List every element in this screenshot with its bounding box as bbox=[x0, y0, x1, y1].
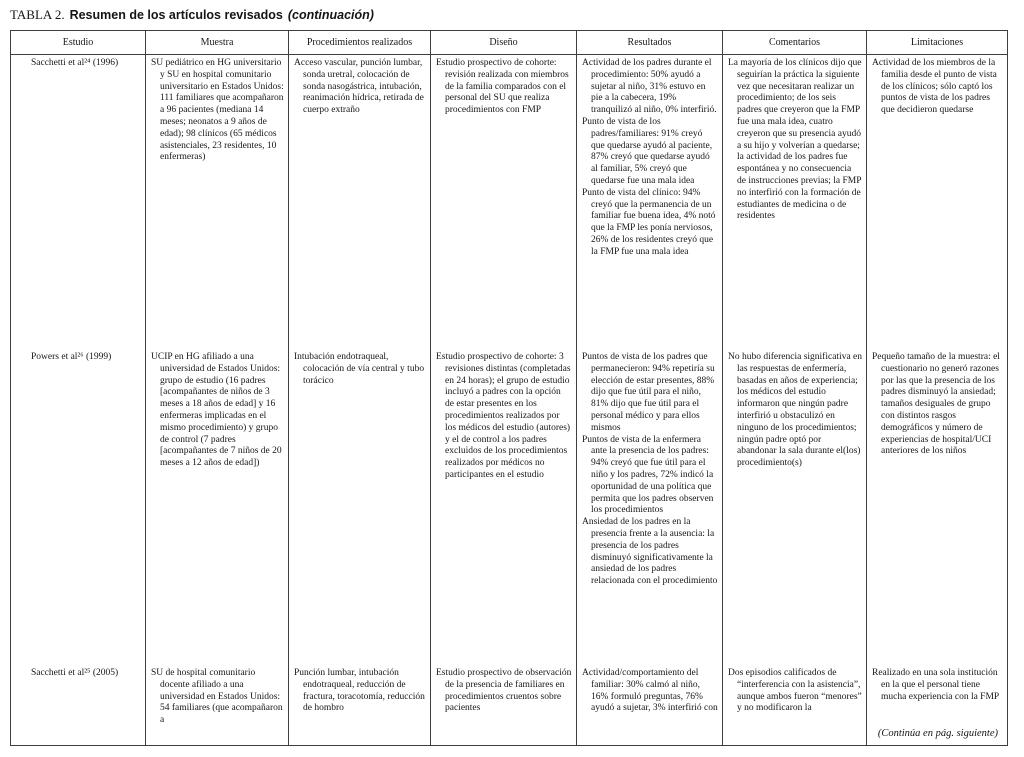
column-header-resultados: Resultados bbox=[577, 31, 723, 55]
cell-r3-diseno: Estudio prospectivo de observación de la presencia de familiares en procedimientos cruentos sobre pacientes bbox=[431, 665, 577, 745]
cell-r2-limitaciones: Pequeño tamaño de la muestra: el cuestionario no generó razones por las que la presencia de los padres disminuyó la ansiedad; tamaños desiguales de grupo con distintos rasgos demográficos y número de experiencias de hospital/UCI anteriores de los niños bbox=[872, 352, 1000, 457]
cell-r1-diseno: Estudio prospectivo de cohorte: revisión realizada con miembros de la familia comparados con el personal del SU que realiza procedimientos con FMP bbox=[431, 55, 577, 349]
cell-r2-estudio: Powers et al²⁶ (1999) bbox=[11, 349, 146, 665]
cell-r1-limitaciones: Actividad de los miembros de la familia desde el punto de vista de los clínicos; sólo captó los puntos de vista de los padres que decidieron quedarse bbox=[872, 58, 997, 116]
cell-r3-procedimientos: Punción lumbar, intubación endotraqueal, reducción de fractura, toracotomía, reducción de hombro bbox=[289, 665, 431, 745]
cell-r2-resultados: Puntos de vista de los padres que permanecieron: 94% repetiría su elección de estar presentes, 88% dijo que fue útil para el niño, 81% dijo que fue útil para el personal médico y para ellos mismos Puntos de vista de la enfermera ante la presencia de los padres: 94% creyó que fue útil para el niño y los padres, 72% indicó la oportunidad de una política que permita que los padres observen los procedimientos Ansiedad de los padres en la presencia frente a la ausencia: la presencia de los padres disminuyó significativamente la ansiedad de los padres relacionada con el procedimiento bbox=[577, 349, 723, 665]
column-header-comentarios: Comentarios bbox=[723, 31, 867, 55]
column-header-limitaciones: Limitaciones bbox=[867, 31, 1007, 55]
cell-r2-comentarios: No hubo diferencia significativa en las respuestas de enfermería, basadas en años de experiencia; los médicos del estudio informaron que ningún padre interfirió u obstaculizó en ninguno de los procedimientos; ningún padre optó por abandonar la sala durante el(los) procedimiento(s) bbox=[723, 349, 867, 665]
summary-table bbox=[10, 30, 1008, 746]
cell-r2-procedimientos: Intubación endotraqueal, colocación de vía central y tubo torácico bbox=[289, 349, 431, 665]
table-continuation-label: (continuación) bbox=[287, 8, 374, 22]
cell-r3-estudio: Sacchetti et al²⁵ (2005) bbox=[11, 665, 146, 745]
cell-r1-resultados: Actividad de los padres durante el procedimiento: 50% ayudó a sujetar al niño, 31% estuvo en pie a la cabecera, 19% tranquilizó al niño, 0% interfirió. Punto de vista de los padres/familiares: 91% creyó que quedarse ayudó al paciente, 87% creyó que quedarse ayudó al familiar, 5% creyó que quedarse fue una mala idea Punto de vista del clínico: 94% creyó que la permanencia de un familiar fue buena idea, 4% notó que la FMP les ponía nerviosos, 26% de los residentes creyó que la FMP fue una mala idea bbox=[577, 55, 723, 349]
cell-r3-comentarios: Dos episodios calificados de “interferencia con la asistencia”, aunque ambos fueron “menores” y no modificaron la bbox=[723, 665, 867, 745]
column-header-diseno: Diseño bbox=[431, 31, 577, 55]
cell-r1-muestra: SU pediátrico en HG universitario y SU en hospital comunitario universitario en Estados Unidos: 111 familiares que acompañaron a 96 pacientes (mediana 14 meses; neonatos a 9 años de edad); 98 clínicos (65 médicos asistenciales, 23 residentes, 10 enfermeras) bbox=[146, 55, 289, 349]
column-header-muestra: Muestra bbox=[146, 31, 289, 55]
cell-r2-diseno: Estudio prospectivo de cohorte: 3 revisiones distintas (completadas en 24 horas); el grupo de estudio incluyó a padres con la opción de estar presentes en los procedimientos realizados por los médicos del estudio (autores) y el de control a los padres excluidos de los procedimientos realizados por médicos no participantes en el estudio bbox=[431, 349, 577, 665]
table-number-label: TABLA 2. bbox=[10, 7, 65, 22]
cell-r1-estudio: Sacchetti et al²⁴ (1996) bbox=[11, 55, 146, 349]
cell-r1-comentarios: La mayoría de los clínicos dijo que seguirían la práctica la siguiente vez que necesitaran realizar un procedimiento; de los seis padres que creyeron que la FMP fue una mala idea, cuatro creyeron que su presencia ayudó a su hijo y volverían a quedarse; la actividad de los padres fue espontánea y no consecuencia de instrucciones previas; la FMP no interfirió con la formación de estudiantes de medicina o de residentes bbox=[723, 55, 867, 349]
column-header-procedimientos: Procedimientos realizados bbox=[289, 31, 431, 55]
cell-r3-resultados: Actividad/comportamiento del familiar: 30% calmó al niño, 16% formuló preguntas, 76% ayudó a sujetar, 3% interfirió con bbox=[577, 665, 723, 745]
table-title-text: Resumen de los artículos revisados bbox=[69, 8, 283, 22]
cell-r2-muestra: UCIP en HG afiliado a una universidad de Estados Unidos: grupo de estudio (16 padres [acompañantes de niños de 3 meses a 18 años de edad] y 16 enfermeras implicadas en el mismo procedimiento) y grupo de control (7 padres [acompañantes de 7 niños de 20 meses a 12 años de edad]) bbox=[146, 349, 289, 665]
cell-r1-procedimientos: Acceso vascular, punción lumbar, sonda uretral, colocación de sonda nasogástrica, intubación, reanimación hídrica, retirada de cuerpo extraño bbox=[289, 55, 431, 349]
cell-r3-muestra: SU de hospital comunitario docente afiliado a una universidad en Estados Unidos: 54 familiares (que acompañaron a bbox=[146, 665, 289, 745]
continuation-note: (Continúa en pág. siguiente) bbox=[874, 727, 1002, 741]
page-title bbox=[10, 7, 374, 23]
cell-r3-limitaciones: Realizado en una sola institución en la que el personal tiene mucha experiencia con la FMP bbox=[872, 668, 1000, 702]
column-header-estudio: Estudio bbox=[11, 31, 146, 55]
